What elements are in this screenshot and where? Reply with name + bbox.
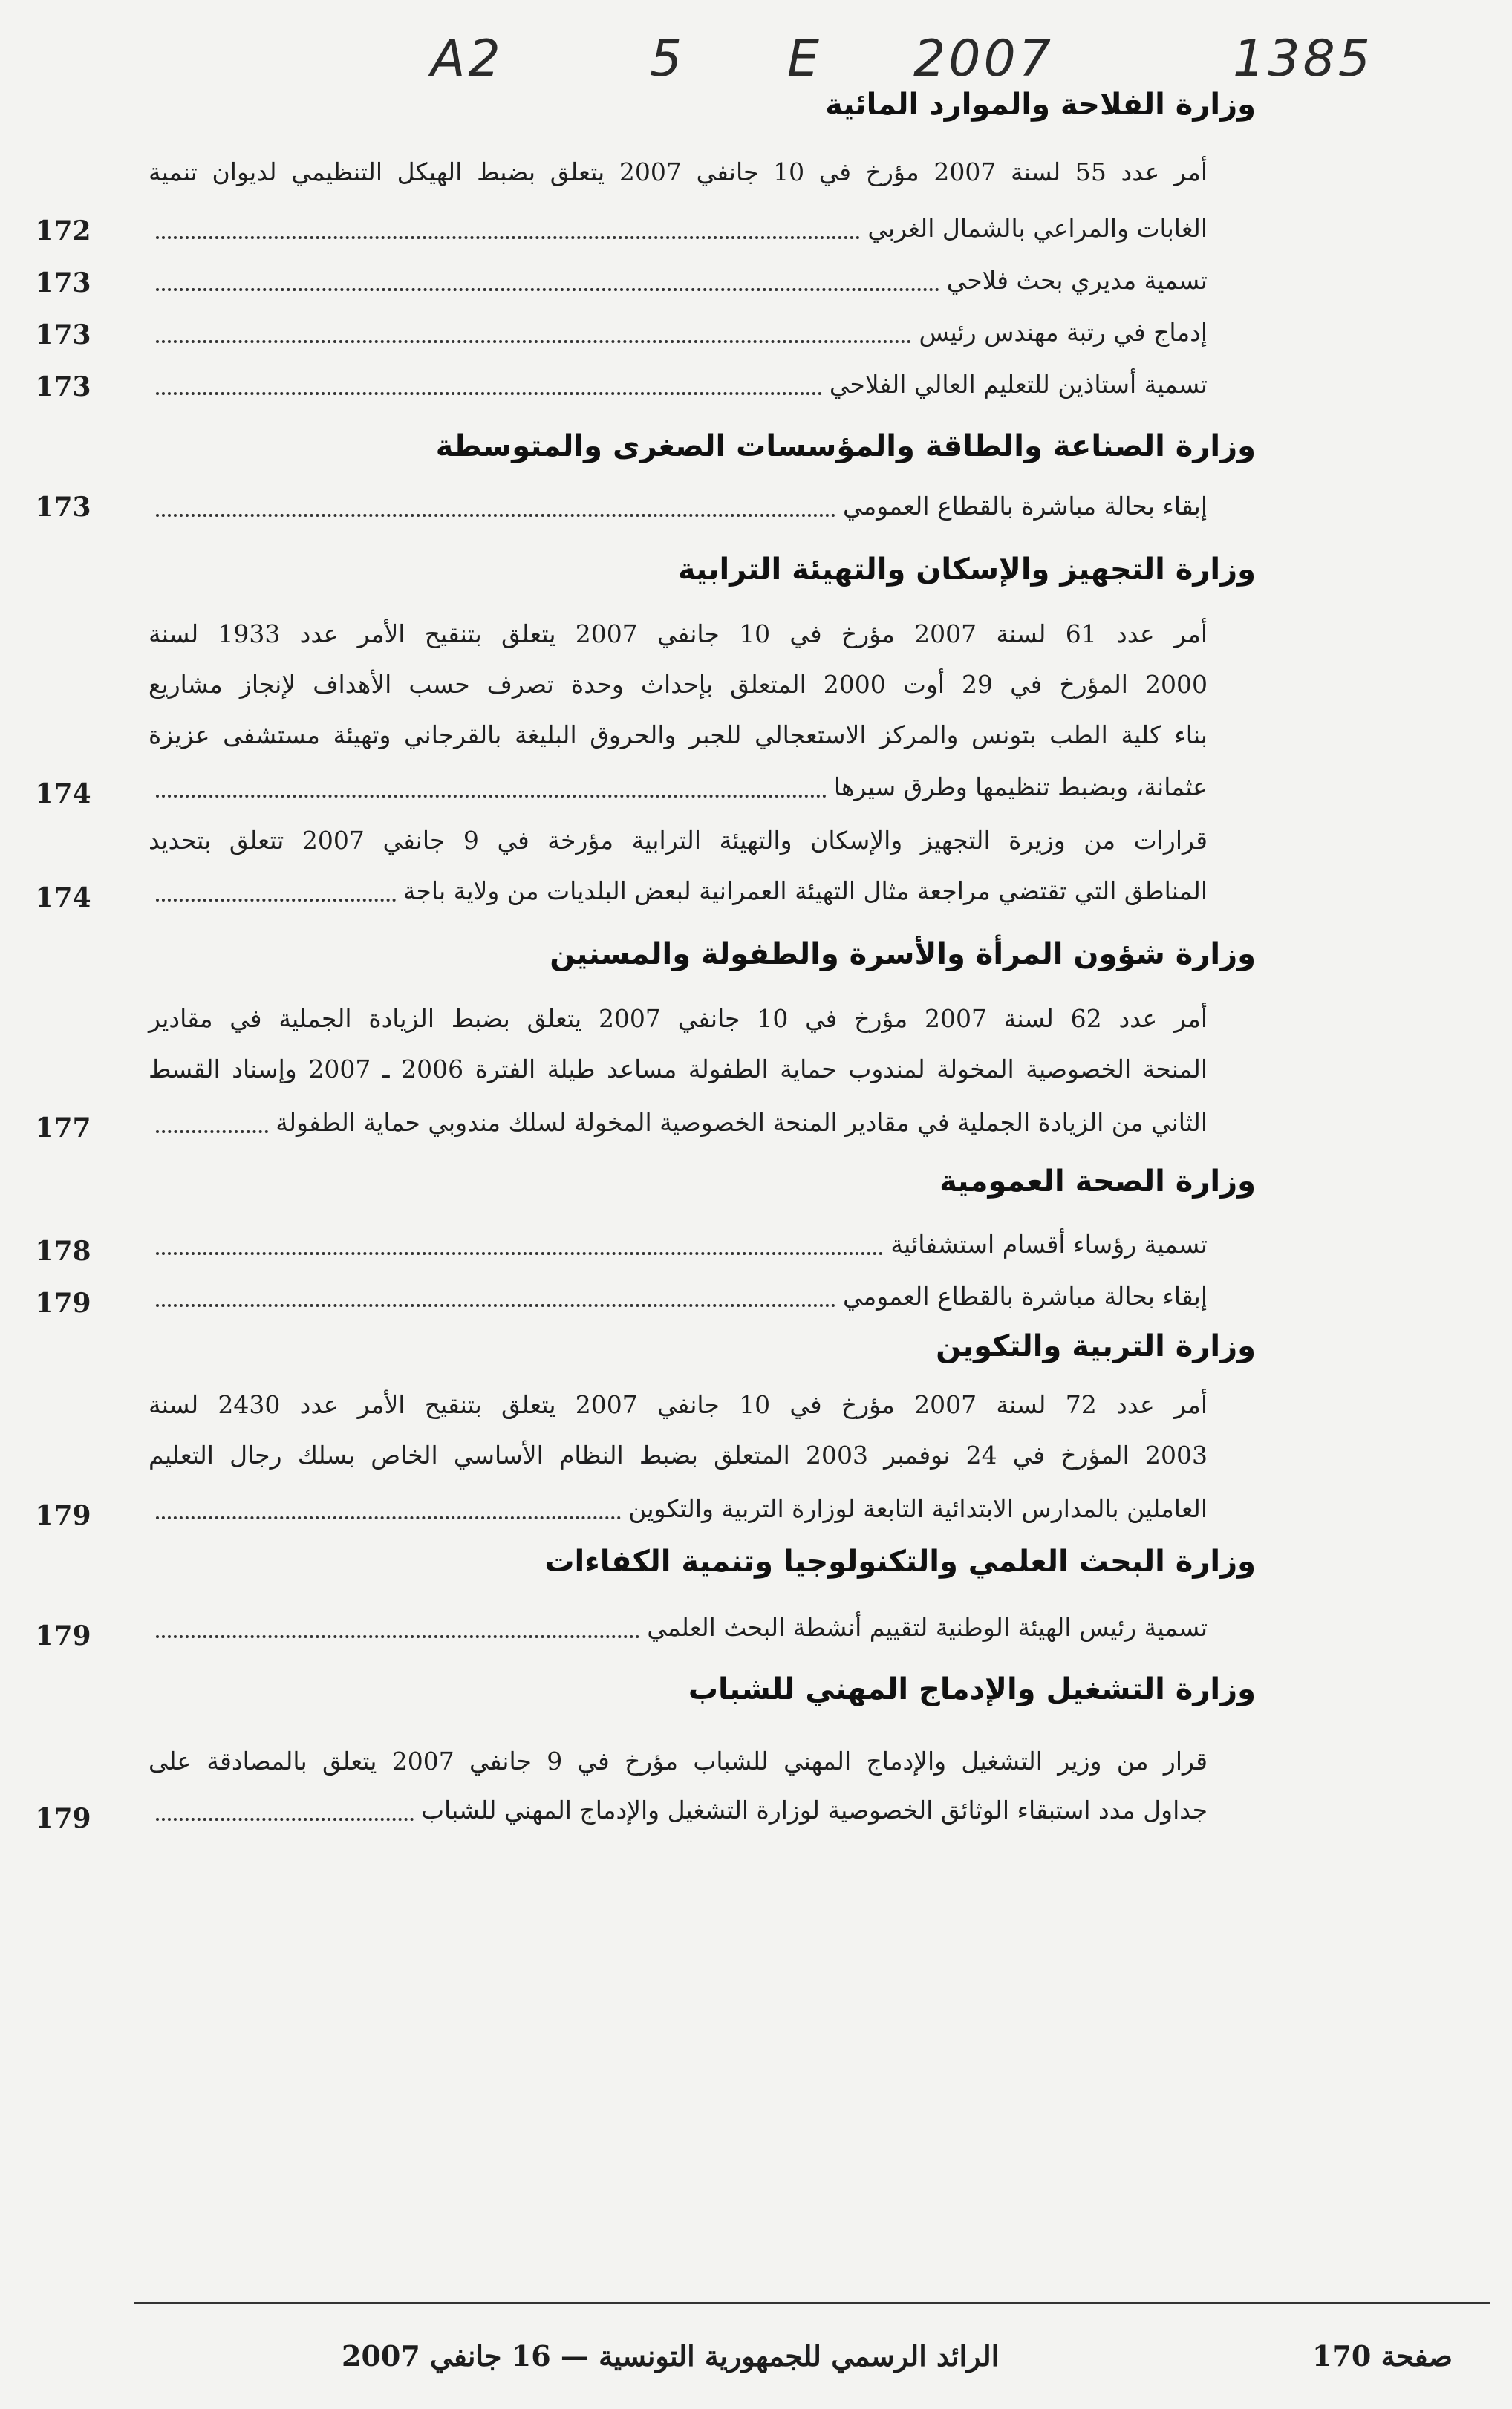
section-heading: وزارة الفلاحة والموارد المائية [825, 88, 1256, 122]
decree-line: أمر عدد 55 لسنة 2007 مؤرخ في 10 جانفي 2007 يتعلق بضبط الهيكل التنظيمي لديوان تنمية [149, 157, 1208, 186]
entry-text: جداول مدد استبقاء الوثائق الخصوصية لوزارة التشغيل والإدماج المهني للشباب [420, 1796, 1208, 1825]
entry-text: تسمية رؤساء أقسام استشفائية [890, 1230, 1208, 1259]
footer-divider [134, 2302, 1490, 2304]
toc-entry [149, 318, 1208, 351]
handwritten-ref-1: A2 [431, 30, 504, 88]
page-number: 173 [35, 319, 91, 351]
toc-entry [149, 1282, 1208, 1314]
page-number: 173 [35, 492, 91, 523]
page-number: 173 [35, 371, 91, 402]
decree-line: أمر عدد 62 لسنة 2007 مؤرخ في 10 جانفي 2007 يتعلق بضبط الزيادة الجملية في مقادير [149, 1004, 1208, 1033]
leader-dots [156, 1818, 414, 1821]
entry-text: العاملين بالمدارس الابتدائية التابعة لوزارة التربية والتكوين [628, 1494, 1208, 1523]
page-number: 174 [35, 778, 91, 809]
page-number: 177 [35, 1112, 91, 1144]
leader-dots [156, 514, 835, 517]
page-number: 173 [35, 267, 91, 299]
entry-text: إبقاء بحالة مباشرة بالقطاع العمومي [843, 492, 1208, 521]
entry-text: المناطق التي تقتضي مراجعة مثال التهيئة العمرانية لبعض البلديات من ولاية باجة [403, 876, 1208, 905]
decree-line: المنحة الخصوصية المخولة لمندوب حماية الطفولة مساعد طيلة الفترة 2006 ـ 2007 وإسناد القسط [149, 1054, 1208, 1083]
toc-entry [149, 1494, 1208, 1527]
toc-entry [149, 266, 1208, 299]
leader-dots [156, 1130, 268, 1133]
handwritten-ref-4: 2007 [913, 30, 1055, 88]
decree-line: أمر عدد 61 لسنة 2007 مؤرخ في 10 جانفي 2007 يتعلق بتنقيح الأمر عدد 1933 لسنة [149, 619, 1208, 648]
entry-text: عثمانة، وبضبط تنظيمها وطرق سيرها [833, 772, 1208, 801]
handwritten-ref-3: E [787, 30, 822, 88]
toc-entry [149, 772, 1208, 805]
toc-entry [149, 370, 1208, 402]
footer-publication: الرائد الرسمي للجمهورية التونسية — 16 جانفي 2007 [342, 2339, 1000, 2373]
page-number: 179 [35, 1500, 91, 1531]
section-heading: وزارة البحث العلمي والتكنولوجيا وتنمية الكفاءات [544, 1545, 1256, 1579]
leader-dots [156, 288, 939, 291]
section-heading: وزارة التربية والتكوين [936, 1329, 1256, 1363]
decree-line: بناء كلية الطب بتونس والمركز الاستعجالي للجبر والحروق البليغة بالقرجاني وتهيئة مستشفى عزيزة [149, 720, 1208, 749]
entry-text: الثاني من الزيادة الجملية في مقادير المنحة الخصوصية المخولة لسلك مندوبي حماية الطفولة [276, 1108, 1208, 1137]
decree-line: 2000 المؤرخ في 29 أوت 2000 المتعلق بإحداث وحدة تصرف حسب الأهداف لإنجاز مشاريع [149, 670, 1208, 699]
section-heading: وزارة شؤون المرأة والأسرة والطفولة والمسنين [550, 937, 1256, 971]
entry-text: تسمية مديري بحث فلاحي [946, 266, 1208, 295]
section-heading: وزارة التشغيل والإدماج المهني للشباب [688, 1672, 1256, 1706]
entry-text: تسمية أستاذين للتعليم العالي الفلاحي [829, 370, 1208, 399]
section-heading: وزارة التجهيز والإسكان والتهيئة الترابية [677, 552, 1256, 587]
section-heading: وزارة الصحة العمومية [939, 1164, 1256, 1199]
toc-entry [149, 1108, 1208, 1141]
leader-dots [156, 1252, 883, 1255]
handwritten-ref-5: 1385 [1233, 30, 1374, 88]
entry-text: إبقاء بحالة مباشرة بالقطاع العمومي [843, 1282, 1208, 1311]
decree-line: 2003 المؤرخ في 24 نوفمبر 2003 المتعلق بضبط النظام الأساسي الخاص بسلك رجال التعليم [149, 1441, 1208, 1470]
entry-text: الغابات والمراعي بالشمال الغربي [867, 214, 1208, 243]
leader-dots [156, 795, 827, 798]
leader-dots [156, 899, 396, 902]
page-number: 179 [35, 1620, 91, 1652]
page-number: 179 [35, 1803, 91, 1834]
toc-entry [149, 1613, 1208, 1646]
page-number: 178 [35, 1236, 91, 1267]
leader-dots [156, 1635, 639, 1638]
leader-dots [156, 236, 860, 239]
handwritten-ref-2: 5 [650, 30, 685, 88]
decree-line: قرار من وزير التشغيل والإدماج المهني للشباب مؤرخ في 9 جانفي 2007 يتعلق بالمصادقة على [149, 1747, 1208, 1776]
page-number: 172 [35, 215, 91, 247]
toc-entry [149, 1796, 1208, 1828]
decree-line: قرارات من وزيرة التجهيز والإسكان والتهيئة الترابية مؤرخة في 9 جانفي 2007 تتعلق بتحديد [149, 826, 1208, 855]
leader-dots [156, 1516, 621, 1519]
toc-entry [149, 1230, 1208, 1262]
section-heading: وزارة الصناعة والطاقة والمؤسسات الصغرى والمتوسطة [435, 429, 1256, 463]
leader-dots [156, 1304, 835, 1307]
page-number: 174 [35, 882, 91, 913]
entry-text: إدماج في رتبة مهندس رئيس [919, 318, 1208, 347]
page-number: 179 [35, 1288, 91, 1319]
toc-entry [149, 876, 1208, 909]
leader-dots [156, 392, 822, 395]
footer-page-label: صفحة 170 [1312, 2339, 1453, 2373]
toc-entry [149, 214, 1208, 247]
entry-text: تسمية رئيس الهيئة الوطنية لتقييم أنشطة البحث العلمي [647, 1613, 1208, 1642]
toc-entry [149, 492, 1208, 524]
decree-line: أمر عدد 72 لسنة 2007 مؤرخ في 10 جانفي 2007 يتعلق بتنقيح الأمر عدد 2430 لسنة [149, 1390, 1208, 1419]
leader-dots [156, 340, 911, 343]
